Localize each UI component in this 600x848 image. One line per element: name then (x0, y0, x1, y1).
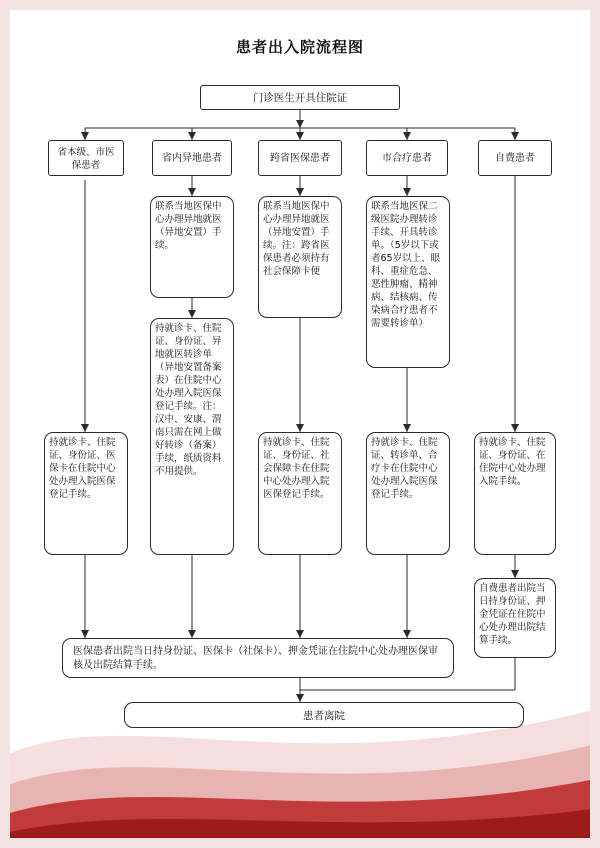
page-title: 患者出入院流程图 (235, 38, 364, 56)
node-self-pay-discharge: 自费患者出院当日持身份证、押金凭证在住院中心处办理出院结算手续。 (474, 578, 556, 658)
node-cooperative-medical-step1: 联系当地医保二级医院办理转诊手续、开具转诊单。（5岁以下或者65岁以上、眼科、重症危急、恶性肿瘤、精神病、结核病、传染病合疗患者不需要转诊单） (366, 196, 450, 368)
node-branch-self-pay: 自费患者 (478, 140, 552, 176)
node-in-province-offsite-step1: 联系当地医保中心办理异地就医（异地安置）手续。 (150, 196, 234, 298)
node-cross-province-step2: 持就诊卡、住院证、身份证、社会保障卡在住院中心处办理入院医保登记手续。 (258, 432, 342, 555)
node-cooperative-medical-step2: 持就诊卡、住院证、转诊单、合疗卡在住院中心处办理入院医保登记手续。 (366, 432, 450, 555)
node-start: 门诊医生开具住院证 (200, 85, 400, 110)
node-branch-city-cooperative-medical: 市合疗患者 (366, 140, 448, 176)
node-provincial-city-insured-step: 持就诊卡、住院证、身份证、医保卡在住院中心处办理入院医保登记手续。 (44, 432, 128, 555)
node-insured-discharge-settlement: 医保患者出院当日持身份证、医保卡（社保卡）、押金凭证在住院中心处办理医保审核及出院结算手续。 (62, 638, 454, 678)
node-end: 患者离院 (124, 702, 524, 728)
node-in-province-offsite-step2: 持就诊卡、住院证、身份证、异地就医转诊单（异地安置备案表）在住院中心处办理入院医保登记手续。注：汉中、安康、渭南只需在网上做好转诊（备案）手续，纸质资料不用提供。 (150, 318, 234, 555)
node-branch-provincial-city-insured: 省本级、市医保患者 (48, 140, 124, 176)
node-cross-province-step1: 联系当地医保中心办理异地就医（异地安置）手续。注：跨省医保患者必须持有社会保障卡便 (258, 196, 342, 318)
node-self-pay-step: 持就诊卡、住院证、身份证、在住院中心处办理入院手续。 (474, 432, 556, 555)
node-branch-cross-province-insured: 跨省医保患者 (258, 140, 342, 176)
node-branch-in-province-offsite: 省内异地患者 (152, 140, 232, 176)
